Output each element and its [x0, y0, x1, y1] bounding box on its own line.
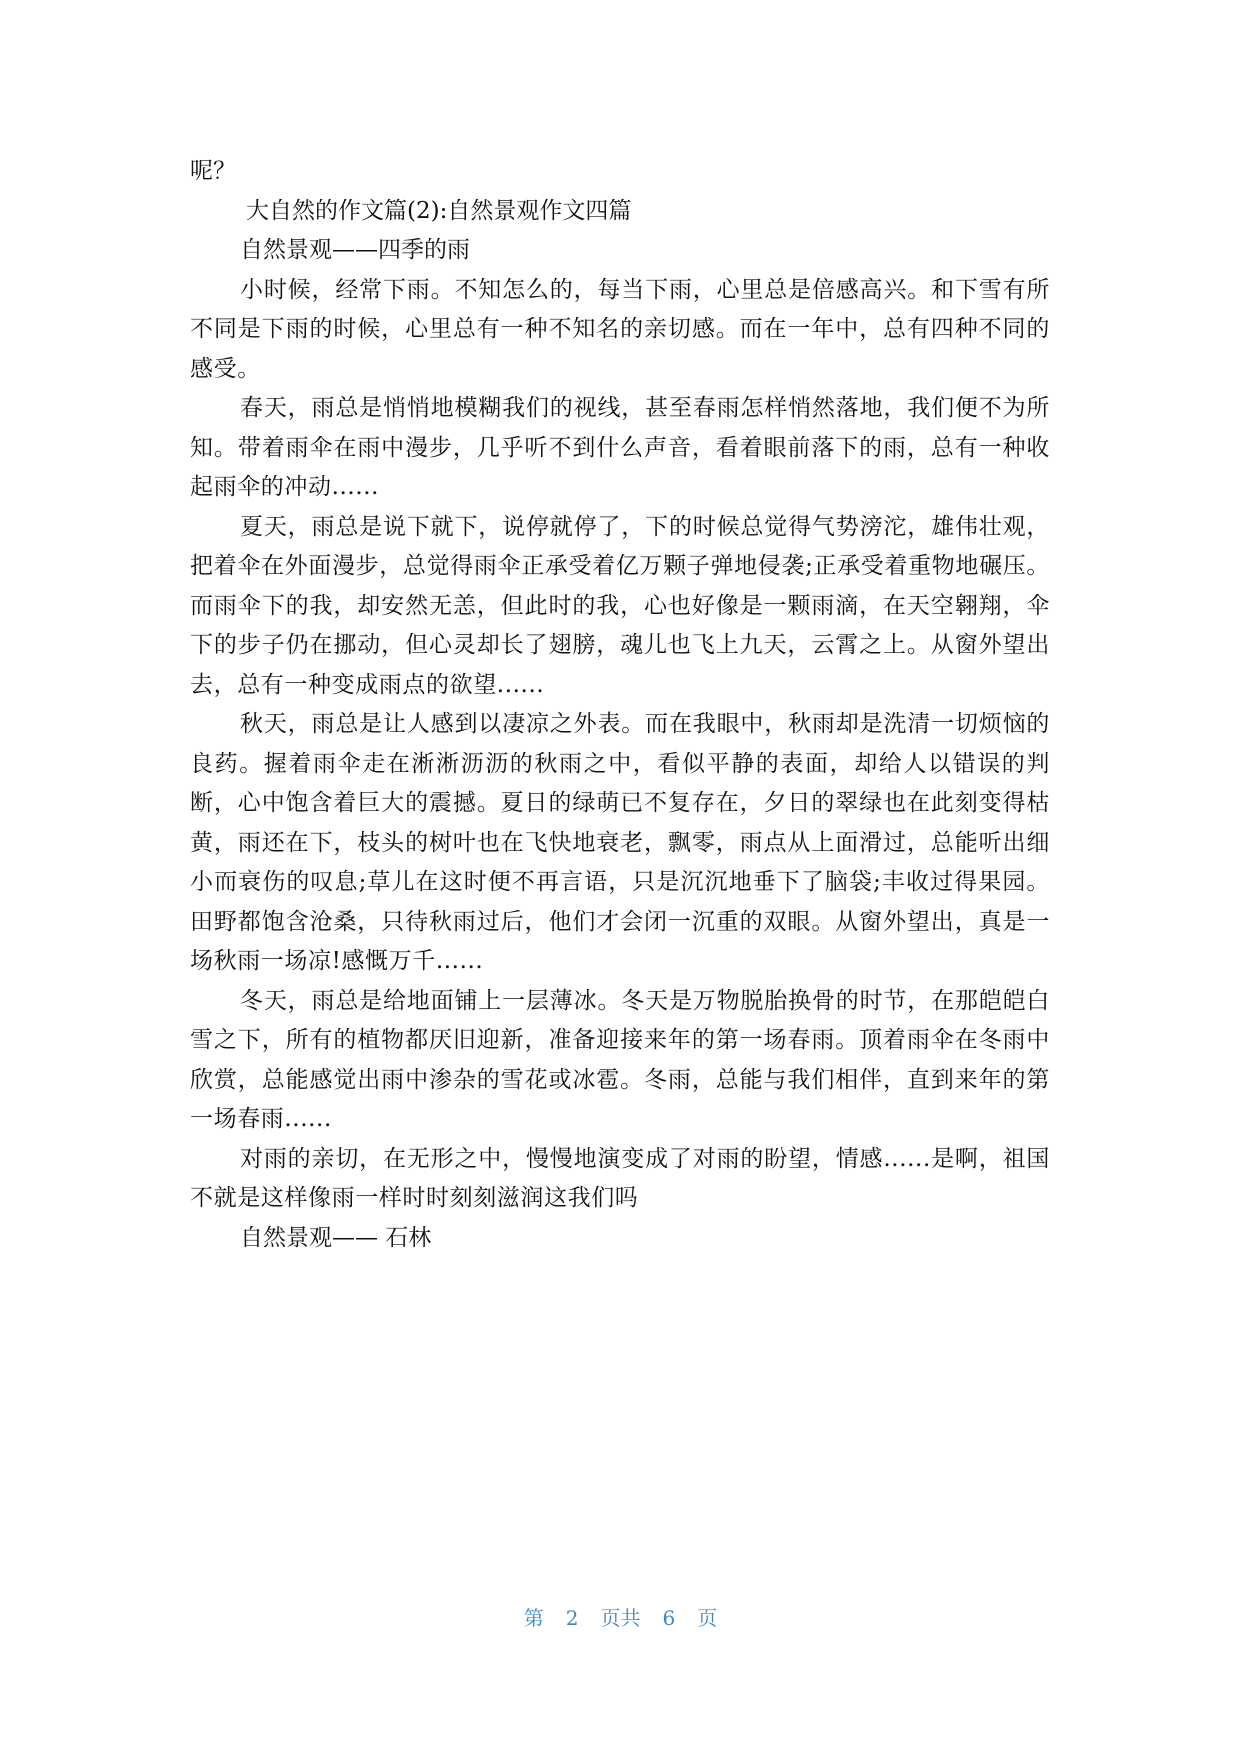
paragraph-autumn: 秋天，雨总是让人感到以凄凉之外表。而在我眼中，秋雨却是洗清一切烦恼的良药。握着雨伞走在淅淅沥沥的秋雨之中，看似平静的表面，却给人以错误的判断，心中饱含着巨大的震撼。夏日的绿萌已不复存在，夕日的翠绿也在此刻变得枯黄，雨还在下，枝头的树叶也在飞快地衰老，飘零，雨点从上面滑过，总能听出细小而衰伤的叹息;草儿在这时便不再言语，只是沉沉地垂下了脑袋;丰收过得果园。田野都饱含沧桑，只待秋雨过后，他们才会闭一沉重的双眼。从窗外望出，真是一场秋雨一场凉!感慨万千...... [190, 711, 1050, 974]
footer-prefix: 第 [523, 1606, 544, 1630]
footer-page-number: 2 [565, 1606, 579, 1630]
document-body [190, 152, 1050, 1258]
footer-total-pages: 6 [662, 1606, 676, 1630]
subtitle-four-seasons-rain: 自然景观——四季的雨 [240, 237, 470, 263]
footer-middle: 页共 [600, 1606, 641, 1630]
paragraph-conclusion: 对雨的亲切，在无形之中，慢慢地演变成了对雨的盼望，情感......是啊，祖国不就是这样像雨一样时时刻刻滋润这我们吗 [190, 1145, 1050, 1211]
subtitle-stone-forest: 自然景观—— 石林 [240, 1224, 432, 1251]
paragraph-summer: 夏天，雨总是说下就下，说停就停了，下的时候总觉得气势滂沱，雄伟壮观，把着伞在外面漫步，总觉得雨伞正承受着亿万颗子弹地侵袭;正承受着重物地碾压。而雨伞下的我，却安然无恙，但此时的我，心也好像是一颗雨滴，在天空翱翔，伞下的步子仍在挪动，但心灵却长了翅膀，魂儿也飞上九天，云霄之上。从窗外望出去，总有一种变成雨点的欲望...... [190, 513, 1050, 698]
continuation-text: 呢？ [190, 158, 236, 184]
footer-suffix: 页 [697, 1606, 718, 1630]
section-title: 大自然的作文篇(2):自然景观作文四篇 [246, 197, 632, 224]
paragraph-winter: 冬天，雨总是给地面铺上一层薄冰。冬天是万物脱胎换骨的时节，在那皑皑白雪之下，所有的植物都厌旧迎新，准备迎接来年的第一场春雨。顶着雨伞在冬雨中欣赏，总能感觉出雨中渗杂的雪花或冰雹。冬雨，总能与我们相伴，直到来年的第一场春雨...... [190, 987, 1050, 1132]
paragraph-spring: 春天，雨总是悄悄地模糊我们的视线，甚至春雨怎样悄然落地，我们便不为所知。带着雨伞在雨中漫步，几乎听不到什么声音，看着眼前落下的雨，总有一种收起雨伞的冲动...... [190, 395, 1050, 500]
paragraph-childhood: 小时候，经常下雨。不知怎么的，每当下雨，心里总是倍感高兴。和下雪有所不同是下雨的时候，心里总有一种不知名的亲切感。而在一年中，总有四种不同的感受。 [190, 276, 1050, 382]
page-footer [0, 1602, 1241, 1631]
